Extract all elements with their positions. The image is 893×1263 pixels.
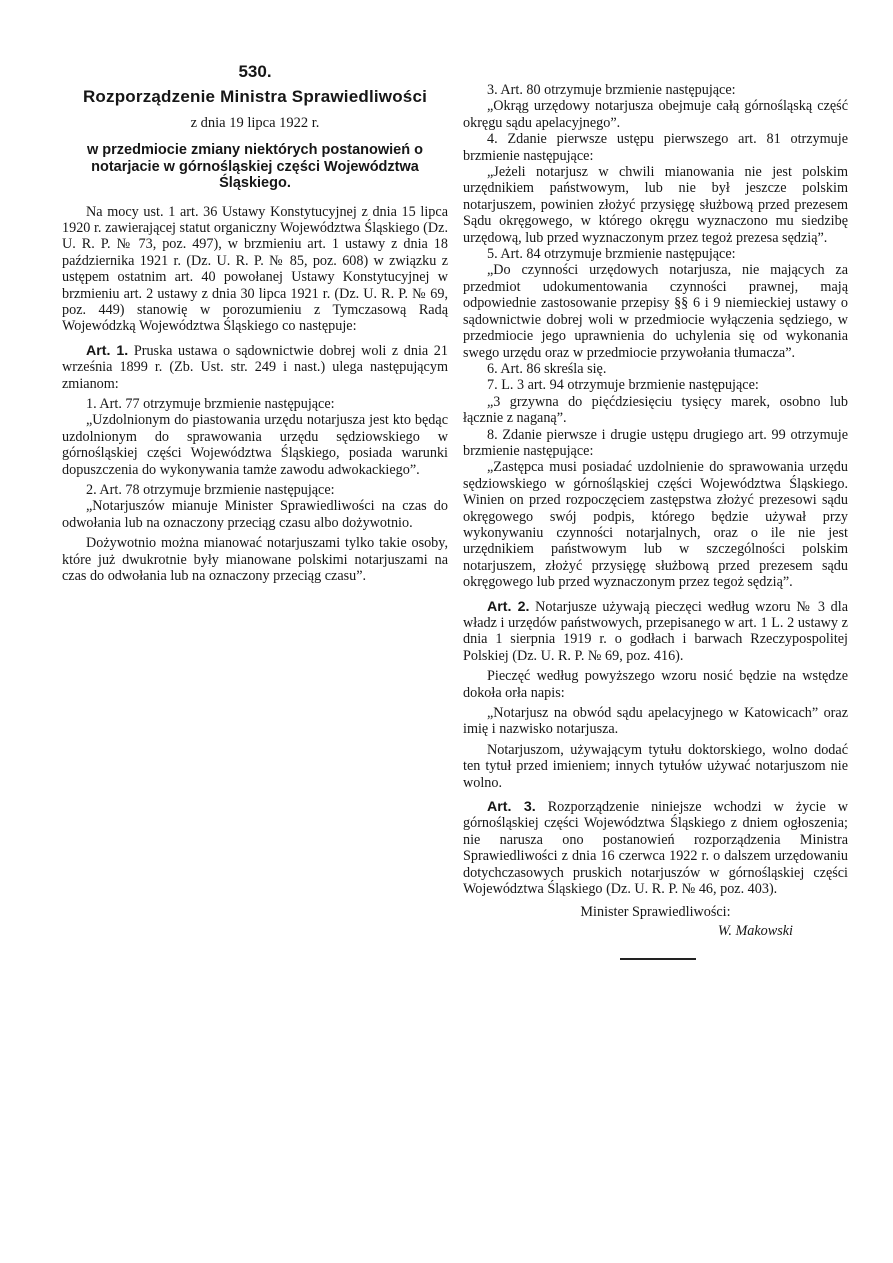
right-column: [463, 82, 848, 960]
art2-paragraph1: [463, 599, 848, 665]
art1-intro: [62, 343, 448, 392]
signature-title: Minister Sprawiedliwości:: [580, 903, 731, 920]
art3-text: Rozporządzenie niniejsze wchodzi w życie w górnośląskiej części Województwa Śląskiego z dniem ogłoszenia; nie narusza ono postanowień rozporządzenia Ministra Sprawiedliwości z dnia 16 czerwca 1922 r. o dalszem urzędowaniu dotychczasowych pruskich notarjuszów w górnośląskiej części Województwa Śląskiego (Dz. U. R. P. № 46, poz. 403).: [463, 799, 848, 898]
preamble: Na mocy ust. 1 art. 36 Ustawy Konstytucyjnej z dnia 15 lipca 1920 r. zawierającej statut organiczny Województwa Śląskiego (Dz. U. R. P. № 73, poz. 497), w brzmieniu art. 1 ustawy z dnia 18 października 1921 r. (Dz. U. R. P. № 85, poz. 608) w związku z ustępem ostatnim art. 40 powołanej Ustawy Konstytucyjnej w brzmieniu art. 2 ustawy z dnia 30 lipca 1921 r. (Dz. U. R. P. № 69, poz. 449) stanowię w porozumieniu z Tymczasową Radą Wojewódzką Województwa Śląskiego co następuje:: [62, 203, 448, 335]
art1-intro-text: Pruska ustawa o sądownictwie dobrej woli z dnia 21 września 1899 r. (Zb. Ust. str. 249 i nast.) ulega następującym zmianom:: [62, 342, 448, 392]
art3-label: Art. 3.: [487, 799, 536, 816]
art1-point1-head: 1. Art. 77 otrzymuje brzmienie następujące:: [86, 395, 335, 412]
art2-paragraph2: Pieczęć według powyższego wzoru nosić będzie na wstędze dokoła orła napis:: [463, 668, 848, 701]
art1-point5-head: 5. Art. 84 otrzymuje brzmienie następujące:: [487, 246, 736, 263]
art1-point7-head: 7. L. 3 art. 94 otrzymuje brzmienie następujące:: [487, 377, 759, 394]
art1-point5-quote: „Do czynności urzędowych notarjusza, nie mających za przedmiot udokumentowania czynności prawnej, mają odpowiednie zastosowanie przepisy §§ 6 i 9 niemieckiej ustawy o sądownictwie dobrej woli w przedmiocie wyłączenia sędziego, w przedmiocie jego uprawnienia do uchylenia się od wykonania swego urzędu oraz w przedmiocie przywołania tłumacza”.: [463, 262, 848, 361]
art1-point2-head: 2. Art. 78 otrzymuje brzmienie następujące:: [86, 482, 335, 498]
art1-point8-head: 8. Zdanie pierwsze i drugie ustępu drugiego art. 99 otrzymuje brzmienie następujące:: [463, 426, 848, 459]
art1-point8-quote: „Zastępca musi posiadać uzdolnienie do sprawowania urzędu sędziowskiego w górnośląskiej części Województwa Śląskiego. Winien on przed rozpoczęciem zastępstwa złożyć prezesowi sądu okręgowego swój podpis, którego będzie używał przy wykonywaniu czynności notarjalnych, oraz o ile nie jest urzędnikiem państwowym lub w szczególności polskim notarjuszem, złożyć przysięgę służbową przed prezesem sądu okręgowego lub przed wyznaczonym przez tegoż sędzią”.: [463, 459, 848, 591]
art2-paragraph4: Notarjuszom, używającym tytułu doktorskiego, wolno dodać ten tytuł przed imieniem; innych tytułów używać notarjuszom nie wolno.: [463, 741, 848, 791]
document-date: z dnia 19 lipca 1922 r.: [190, 115, 320, 131]
document-subject: w przedmiocie zmiany niektórych postanowień o notarjacie w górnośląskiej części Województwa Śląskiego.: [87, 142, 423, 191]
art1-point3-quote: „Okrąg urzędowy notarjusza obejmuje całą górnośląską część okręgu sądu apelacyjnego”.: [463, 98, 848, 131]
left-column: [62, 62, 448, 584]
art1-point7-quote: „3 grzywna do pięćdziesięciu tysięcy marek, osobno lub łącznie z naganą”.: [463, 393, 848, 427]
art1-label: Art. 1.: [86, 342, 129, 359]
art3-paragraph: [463, 799, 848, 897]
art1-point2-quote-cont: Dożywotnio można mianować notarjuszami tylko takie osoby, które już dwukrotnie były mianowane polskimi notarjuszami na czas do odwołania lub na oznaczony przeciąg czasu”.: [62, 535, 448, 585]
art2-label: Art. 2.: [487, 598, 530, 615]
art2-paragraph3: „Notarjusz na obwód sądu apelacyjnego w Katowicach” oraz imię i nazwisko notarjusza.: [463, 705, 848, 738]
art1-point3-head: 3. Art. 80 otrzymuje brzmienie następujące:: [487, 82, 736, 98]
art1-point6: 6. Art. 86 skreśla się.: [487, 360, 607, 377]
document-number: 530.: [238, 62, 272, 81]
signature-name: W. Makowski: [717, 922, 793, 939]
art1-point1-quote: „Uzdolnionym do piastowania urzędu notarjusza jest kto będąc uzdolnionym do sprawowania urzędu sędziowskiego w górnośląskiej części Województwa Śląskiego, posiada warunki dopuszczenia do wykonywania tamże zawodu adwokackiego”.: [62, 412, 448, 478]
art2-text: Notarjusze używają pieczęci według wzoru № 3 dla władz i urzędów państwowych, przepisanego w art. 1 L. 2 ustawy z dnia 1 sierpnia 1919 r. o godłach i barwach Rzeczypospolitej Polskiej (Dz. U. R. P. № 69, poz. 416).: [463, 598, 848, 664]
end-rule: [620, 958, 696, 960]
art1-point4-quote: „Jeżeli notarjusz w chwili mianowania nie jest polskim urzędnikiem państwowym, lub nie był jeszcze polskim notarjuszem, powinien złożyć przysięgę służbową przed prezesem Sądu okręgowego, w którego okręgu wyznaczono mu siedzibę urzędową, lub przed wyznaczonym przez tegoż prezesa sędzią”.: [463, 164, 848, 246]
art1-point4-head: 4. Zdanie pierwsze ustępu pierwszego art. 81 otrzymuje brzmienie następujące:: [463, 131, 848, 164]
art1-point2-quote: „Notarjuszów mianuje Minister Sprawiedliwości na czas do odwołania lub na oznaczony przeciąg czasu albo dożywotnio.: [62, 498, 448, 531]
document-title: Rozporządzenie Ministra Sprawiedliwości: [82, 87, 428, 106]
